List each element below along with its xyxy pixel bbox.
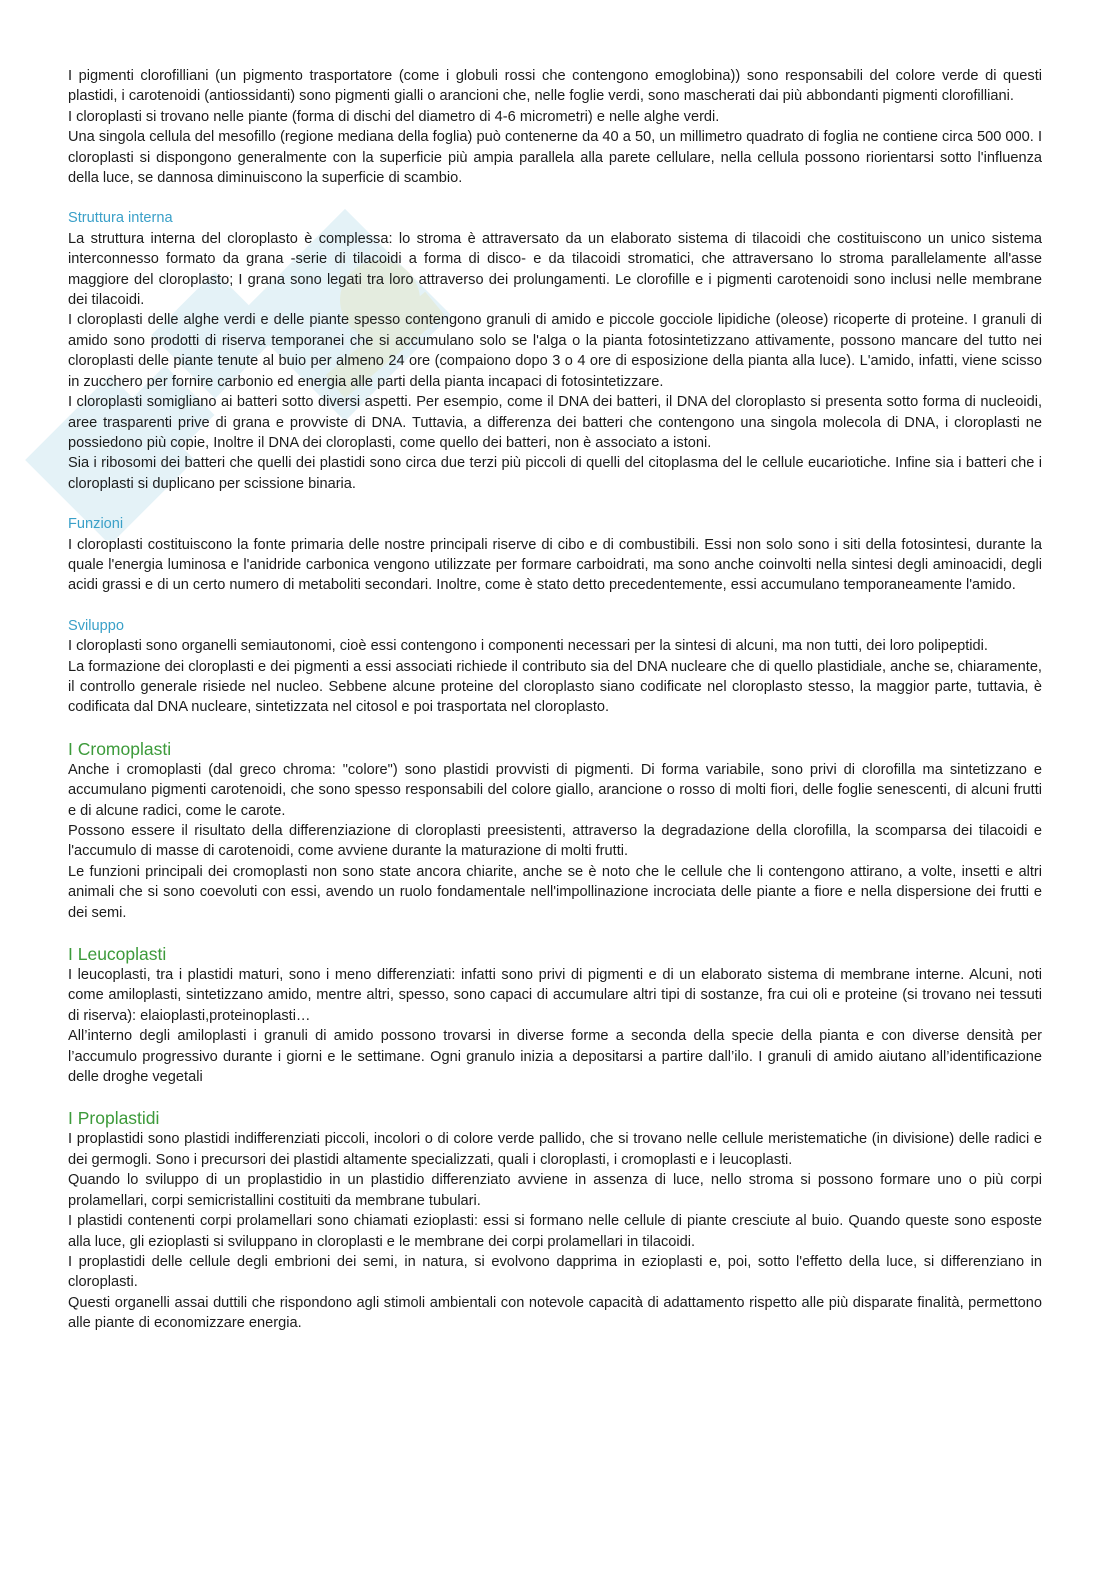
funzioni-section [68, 514, 1042, 596]
paragraph: La formazione dei cloroplasti e dei pigmenti a essi associati richiede il contributo sia del DNA nucleare che di quello plastidiale, anche se, chiaramente, il controllo generale risiede nel nucleo. Sebbene alcune proteine del cloroplasto siano codificate nel cloroplasto stesso, la maggior parte, tuttavia, è codificata dal DNA nucleare, sintetizzata nel citosol e poi trasportata nel cloroplasto. [68, 658, 1042, 716]
intro-section [68, 66, 1042, 188]
section-heading: I Leucoplasti [68, 944, 167, 965]
paragraph: Quando lo sviluppo di un proplastidio in un plastidio differenziato avviene in assenza di luce, nello stroma si possono formare uno o più corpi prolamellari, corpi semicristallini costituiti da membrane tubulari. [68, 1172, 1042, 1209]
section-heading: I Proplastidi [68, 1108, 160, 1129]
leucoplasti-section [68, 943, 1042, 1087]
sviluppo-section [68, 616, 1042, 718]
paragraph: I cloroplasti sono organelli semiautonomi, cioè essi contengono i componenti necessari per la sintesi di alcuni, ma non tutti, dei loro polipeptidi. [68, 638, 988, 655]
paragraph: I plastidi contenenti corpi prolamellari sono chiamati ezioplasti: essi si formano nelle cellule di piante cresciute al buio. Quando queste sono esposte alla luce, gli ezioplasti si sviluppano in cloroplasti e le membrane dei corpi prolamellari in tilacoidi. [68, 1213, 1042, 1250]
proplastidi-section [68, 1107, 1042, 1333]
paragraph: Una singola cellula del mesofillo (regione mediana della foglia) può contenerne da 40 a 50, un millimetro quadrato di foglia ne contiene circa 500 000. I cloroplasti si dispongono generalmente con la superficie più ampia parallela alla parete cellulare, nella cellula possono riorientarsi sotto l'influenza della luce, se dannosa diminuiscono la superficie di scambio. [68, 129, 1042, 187]
paragraph: Questi organelli assai duttili che rispondono agli stimoli ambientali con notevole capacità di adattamento rispetto alle più disparate finalità, permettono alle piante di economizzare energia. [68, 1294, 1042, 1332]
paragraph: I cloroplasti delle alghe verdi e delle piante spesso contengono granuli di amido e piccole gocciole lipidiche (oleose) ricoperte di proteine. I granuli di amido sono prodotti di riserva temporanei che si accumulano solo se l'alga o la pianta fotosintetizzano attivamente, possono mancare del tutto nei cloroplasti delle piante tenute al buio per almeno 24 ore (compaiono dopo 3 o 4 ore di esposizione della pianta alla luce). L'amido, infatti, viene scisso in zucchero per fornire carbonio ed energia alle parti della pianta incapaci di fotosintetizzare. [68, 312, 1042, 390]
paragraph: I cloroplasti somigliano ai batteri sotto diversi aspetti. Per esempio, come il DNA dei batteri, il DNA del cloroplasto si presenta sotto forma di nucleoidi, aree trasparenti prive di grana e provviste di DNA. Tuttavia, a differenza dei batteri che contengono una singola molecola di DNA, i cloroplasti ne possiedono più copie, Inoltre il DNA dei cloroplasti, come quello dei batteri, non è associato a istoni. [68, 394, 1042, 451]
cromoplasti-section [68, 738, 1042, 923]
struttura-section [68, 208, 1042, 494]
section-subheading: Funzioni [68, 516, 124, 533]
section-subheading: Sviluppo [68, 617, 124, 634]
paragraph: Le funzioni principali dei cromoplasti non sono state ancora chiarite, anche se è noto che le cellule che li contengono attirano, a volte, insetti e altri animali che si sono coevoluti con essi, avendo un ruolo fondamentale nell'impollinazione incrociata delle piante a fiore e nella dispersione dei frutti e dei semi. [68, 863, 1042, 921]
paragraph: I proplastidi sono plastidi indifferenziati piccoli, incolori o di colore verde pallido, che si trovano nelle cellule meristematiche (in divisione) delle radici e dei germogli. Sono i precursori dei plastidi altamente specializzati, quali i cloroplasti, i cromoplasti e i leucoplasti. [68, 1131, 1042, 1168]
paragraph: Sia i ribosomi dei batteri che quelli dei plastidi sono circa due terzi più piccoli di quelli del citoplasma del le cellule eucariotiche. Infine sia i batteri che i cloroplasti si duplicano per scissione binaria. [68, 455, 1042, 492]
paragraph: I proplastidi delle cellule degli embrioni dei semi, in natura, si evolvono dapprima in ezioplasti e, poi, sotto l'effetto della luce, si differenziano in cloroplasti. [68, 1253, 1042, 1291]
paragraph: Anche i cromoplasti (dal greco chroma: "colore") sono plastidi provvisti di pigmenti. Di forma variabile, sono privi di clorofilla ma sintetizzano e accumulano pigmenti carotenoidi, che sono spesso responsabili del colore giallo, arancione o rosso di molti fiori, delle foglie senescenti, di alcuni frutti e di alcune radici, come le carote. [68, 761, 1042, 819]
paragraph: Possono essere il risultato della differenziazione di cloroplasti preesistenti, attraverso la degradazione della clorofilla, la scomparsa dei tilacoidi e l'accumulo di masse di carotenoidi, come avviene durante la maturazione di molti frutti. [68, 823, 1042, 860]
section-heading: I Cromoplasti [68, 738, 172, 759]
section-subheading: Struttura interna [68, 210, 173, 227]
paragraph: All’interno degli amiloplasti i granuli di amido possono trovarsi in diverse forme a seconda della specie della pianta e con diverse densità per l’accumulo progressivo durante i giorni e le settimane. Ogni granulo inizia a depositarsi a partire dall’ilo. I granuli di amido aiutano all’identificazione delle droghe vegetali [68, 1028, 1042, 1086]
paragraph: I cloroplasti costituiscono la fonte primaria delle nostre principali riserve di cibo e di combustibili. Essi non solo sono i siti della fotosintesi, durante la quale l'energia luminosa e l'anidride carbonica vengono utilizzate per formare carboidrati, ma sono anche coinvolti nella sintesi degli aminoacidi, degli acidi grassi e di un certo numero di metaboliti secondari. Inoltre, come è stato detto precedentemente, essi accumulano temporaneamente l'amido. [68, 536, 1042, 594]
paragraph: I cloroplasti si trovano nelle piante (forma di dischi del diametro di 4-6 micrometri) e nelle alghe verdi. [68, 108, 720, 125]
paragraph: I pigmenti clorofilliani (un pigmento trasportatore (come i globuli rossi che contengono emoglobina)) sono responsabili del colore verde di questi plastidi, i carotenoidi (antiossidanti) sono pigmenti gialli o arancioni che, nelle foglie verdi, sono mascherati dai più abbondanti pigmenti clorofilliani. [68, 68, 1042, 105]
document-page [68, 66, 1042, 1334]
paragraph: I leucoplasti, tra i plastidi maturi, sono i meno differenziati: infatti sono privi di pigmenti e di un elaborato sistema di membrane interne. Alcuni, noti come amiloplasti, sintetizzano amido, mentre altri, spesso, sono capaci di accumulare altri tipi di sostanze, fra cui oli e proteine (si trovano nei tessuti di riserva): elaioplasti,proteinoplasti… [68, 967, 1042, 1024]
paragraph: La struttura interna del cloroplasto è complessa: lo stroma è attraversato da un elaborato sistema di tilacoidi che costituiscono un unico sistema interconnesso formato da grana -serie di tilacoidi a forma di disco- e da tilacoidi stromatici, che attraversano lo stroma parallelamente all'asse maggiore del cloroplasto; I grana sono legati tra loro attraverso dei prolungamenti. Le clorofille e i pigmenti carotenoidi sono inclusi nelle membrane dei tilacoidi. [68, 230, 1042, 309]
